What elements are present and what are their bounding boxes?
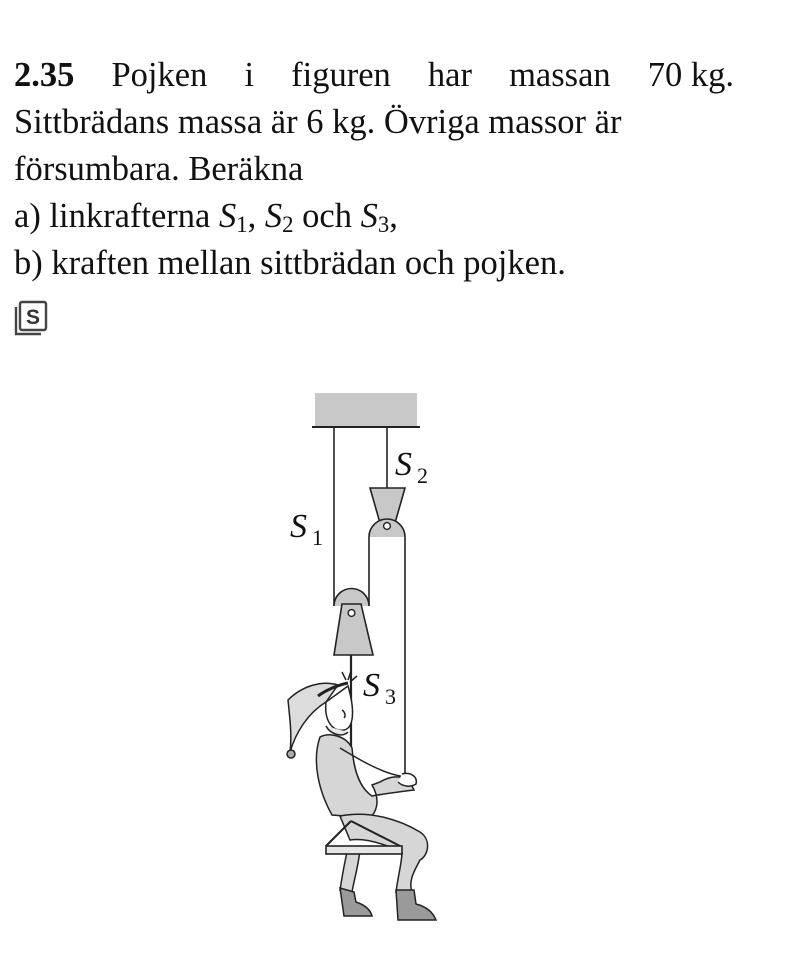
boy-figure xyxy=(287,671,436,920)
label-s2-main: S xyxy=(395,446,412,483)
symbol-s3-sub: 3 xyxy=(377,212,390,237)
word: har xyxy=(427,56,472,94)
lower-pulley-axle xyxy=(348,610,355,617)
solution-badge-letter: S xyxy=(25,306,41,329)
problem-line-3: försumbara. Beräkna xyxy=(14,150,304,188)
symbol-s2: S xyxy=(264,197,283,235)
pulley-figure xyxy=(230,380,530,940)
word: massan xyxy=(509,56,611,94)
symbol-s2-sub: 2 xyxy=(282,212,294,237)
label-s3-sub: 3 xyxy=(385,684,396,709)
symbol-s1: S xyxy=(218,197,237,235)
solution-badge-icon[interactable] xyxy=(14,300,48,336)
separator: , xyxy=(389,197,398,235)
label-s1 xyxy=(290,508,323,550)
word: figuren xyxy=(291,56,391,94)
problem-line-2: Sittbrädans massa är 6 kg. Övriga massor är xyxy=(14,103,622,141)
seat-board xyxy=(326,846,402,854)
problem-text xyxy=(14,52,734,287)
label-s3-main: S xyxy=(363,667,380,704)
label-s2-sub: 2 xyxy=(417,463,428,488)
separator: , xyxy=(247,197,265,235)
problem-line-1 xyxy=(14,52,734,99)
separator: och xyxy=(293,197,361,235)
ceiling xyxy=(315,393,417,426)
upper-pulley-axle xyxy=(384,523,391,530)
word: Pojken xyxy=(111,56,208,94)
question-b: b) kraften mellan sittbrädan och pojken. xyxy=(14,244,566,282)
symbol-s1-sub: 1 xyxy=(236,212,248,237)
label-s1-main: S xyxy=(290,508,307,545)
symbol-s3: S xyxy=(360,197,378,235)
question-a-prefix: a) linkrafterna xyxy=(14,197,219,235)
label-s3 xyxy=(363,667,396,709)
problem-number: 2.35 xyxy=(14,56,75,94)
word: 70 kg. xyxy=(647,56,734,94)
label-s2 xyxy=(395,446,428,488)
word: i xyxy=(244,56,255,94)
label-s1-sub: 1 xyxy=(312,525,323,550)
question-a xyxy=(14,193,734,240)
